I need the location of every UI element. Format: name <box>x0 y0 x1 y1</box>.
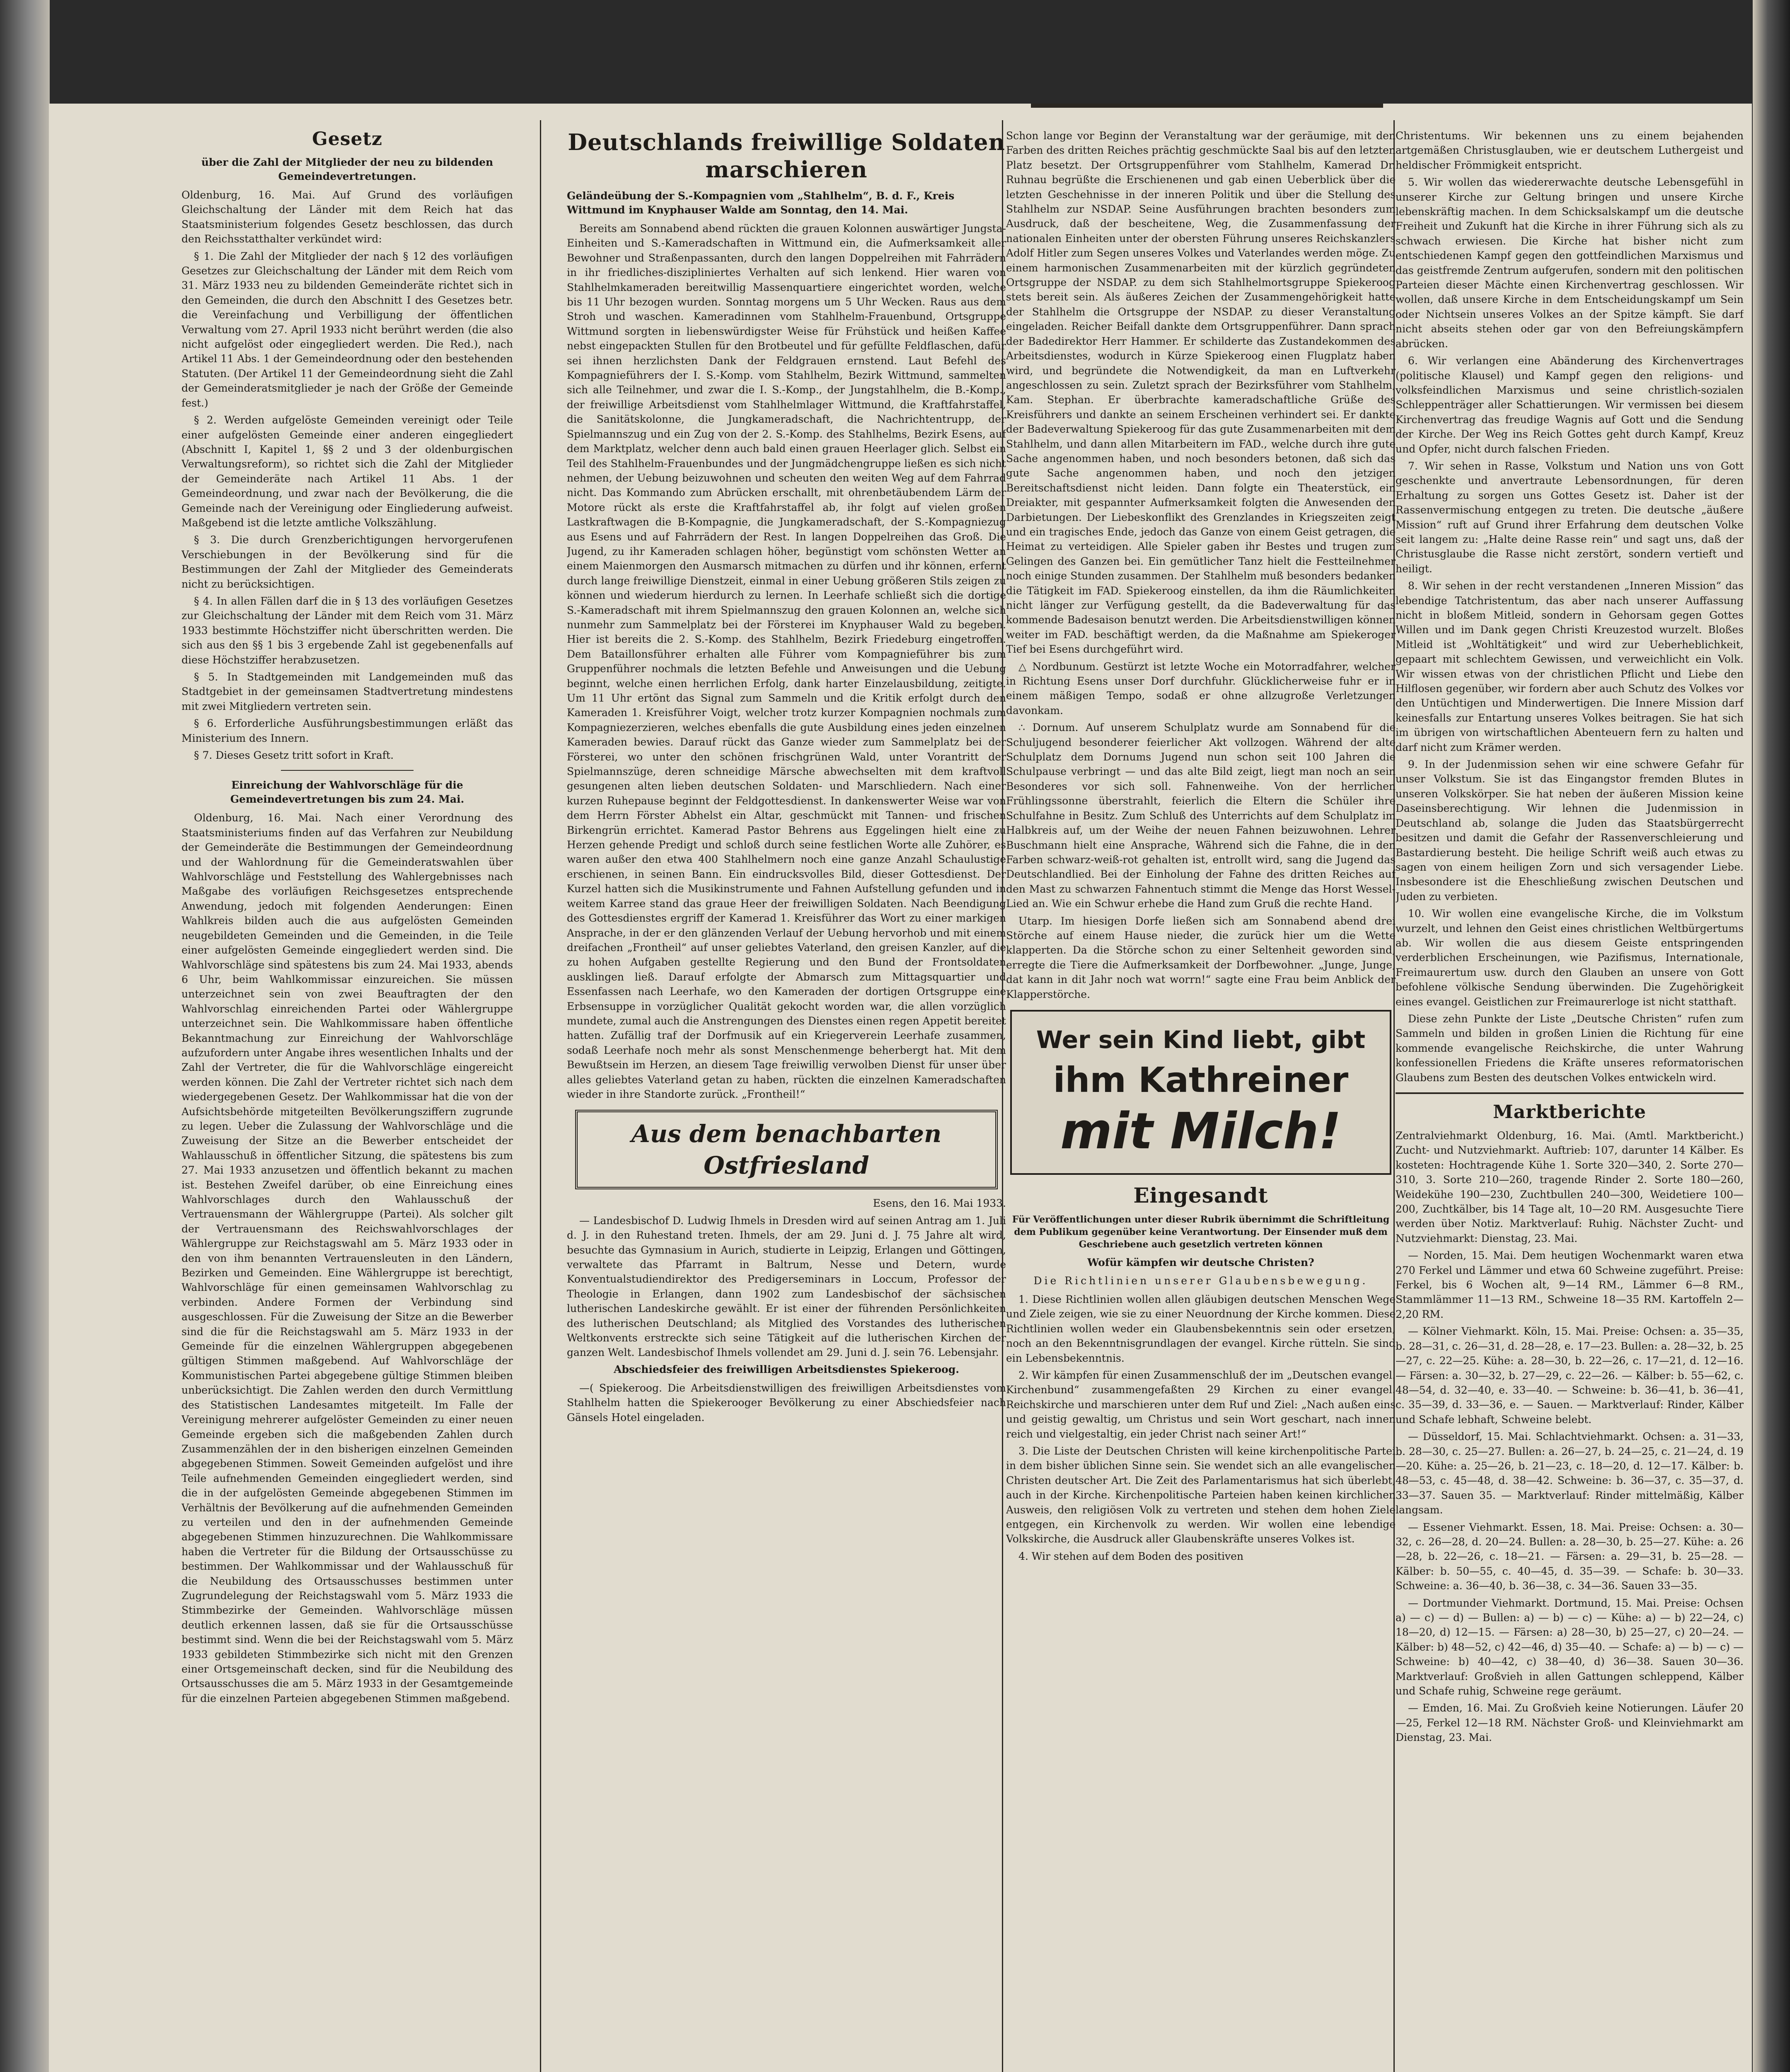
paragraph: — Norden, 15. Mai. Dem heutigen Wochenmarkt waren etwa 270 Ferkel und Lämmer und etwa 60 Schweine zugeführt. Preise: Ferkel, bis 6 Wochen alt, 9—14 RM., Lämmer 6—8 RM., Stammlämmer 11—13 RM., Schweine 18—35 RM. Kartoffeln 2—2,20 RM. <box>1396 1249 1744 1320</box>
paragraph: 8. Wir sehen in der recht verstandenen „Inneren Mission“ das lebendige Tatchristentum, das aber nach unserer Auffassung nicht in bloßem Mitleid, sondern in Gehorsam gegen Gottes Willen und im Dank gegen Christi Kreuzestod wurzelt. Bloßes Mitleid ist „Wohltätigkeit“ und wird zur Ueberheblichkeit, gepaart mit schlechtem Gewissen, und verweichlicht ein Volk. Wir wissen etwas von der christlichen Pflicht und Liebe den Hilflosen gegenüber, wir fordern aber auch Schutz des Volkes vor den Untüchtigen und Minderwertigen. Die Innere Mission darf keinesfalls zur Entartung unseres Volkes beitragen. Sie hat sich im übrigen von wirtschaftlichen Abenteuern fern zu halten und darf nicht zum Krämer werden. <box>1396 580 1744 753</box>
dateline: Esens, den 16. Mai 1933. <box>873 1197 1006 1210</box>
paragraph: § 4. In allen Fällen darf die in § 13 des vorläufigen Gesetzes zur Gleichschaltung der Länder mit dem Reich vom 31. März 1933 bestimmte Höchstziffer nicht überschritten werden. Die sich aus den §§ 1 bis 3 ergebende Zahl ist gegebenenfalls auf diese Höchstziffer herabzusetzen. <box>181 595 513 666</box>
paragraph: 2. Wir kämpfen für einen Zusammenschluß der im „Deutschen evangel. Kirchenbund“ zusammengefaßten 29 Kirchen zu einer evangel. Reichskirche und marschieren unter dem Ruf und Ziel: „Nach außen eins und geistig gewaltig, um Christus und sein Wort geschart, nach innen reich und vielgestaltig, ein jeder Christ nach seiner Art!“ <box>1006 1369 1396 1440</box>
paragraph: — Emden, 16. Mai. Zu Großvieh keine Notierungen. Läufer 20—25, Ferkel 12—18 RM. Nächster Groß- und Kleinviehmarkt am Dienstag, 23. Mai. <box>1396 1702 1744 1744</box>
article-title-gesetz: Gesetz <box>312 128 382 150</box>
paragraph: —( Spiekeroog. Die Arbeitsdienstwilligen des freiwilligen Arbeitsdienstes vom Stahlhelm hatten die Spiekerooger Bevölkerung zu einer Abschiedsfeier nach Gänsels Hotel eingeladen. <box>567 1382 1006 1423</box>
article-subtitle: Abschiedsfeier des freiwilligen Arbeitsdienstes Spiekeroog. <box>614 1363 959 1375</box>
column-4 <box>1396 128 1744 1748</box>
article-subtitle: Geländeübung der S.-Kompagnien vom „Stahlhelm“, B. d. F., Kreis Wittmund im Knyphauser Walde am Sonntag, den 14. Mai. <box>567 190 955 216</box>
paragraph: 3. Die Liste der Deutschen Christen will keine kirchenpolitische Partei in dem bisher üblichen Sinne sein. Sie wendet sich an alle evangelischen Christen deutscher Art. Die Zeit des Parlamentarismus hat sich überlebt, auch in der Kirche. Kirchenpolitische Parteien haben keinen kirchlichen Ausweis, den religiösen Volk zu vertreten und stehen dem hohen Ziele entgegen, ein Kirchenvolk zu werden. Wir wollen eine lebendige Volkskirche, die Ausdruck aller Glaubenskräfte unseres Volkes ist. <box>1006 1445 1396 1545</box>
column-1 <box>181 128 513 1708</box>
paragraph: 4. Wir stehen auf dem Boden des positiven <box>1018 1550 1244 1562</box>
paragraph: 6. Wir verlangen eine Abänderung des Kirchenvertrages (politische Klausel) und Kampf gegen den religions- und volksfeindlichen Marxismus und seine christlich-sozialen Schleppenträger aller Schattierungen. Wir vermissen bei diesem Kirchenvertrag das freudige Wagnis auf Gott und die Sendung der Kirche. Der Weg ins Reich Gottes geht durch Kampf, Kreuz und Opfer, nicht durch falschen Frieden. <box>1396 355 1744 455</box>
separator <box>281 770 414 771</box>
column-3 <box>1006 128 1396 1566</box>
paragraph: § 1. Die Zahl der Mitglieder der nach § 12 des vorläufigen Gesetzes zur Gleichschaltung der Länder mit dem Reich vom 31. März 1933 neu zu bildenden Gemeinderäte richtet sich in den Gemeinden, die durch den Abschnitt I des Gesetzes betr. die Vereinfachung und Verbilligung der öffentlichen Verwaltung vom 27. April 1933 nicht berührt werden (die also nicht aufgelöst oder eingegliedert werden. Die Red.), nach Artikel 11 Abs. 1 der Gemeindeordnung oder den bestehenden Statuten. (Der Artikel 11 der Gemeindeordnung sieht die Zahl der Gemeinderatsmitglieder je nach der Größe der Gemeinde fest.) <box>181 250 513 409</box>
paragraph: 9. In der Judenmission sehen wir eine schwere Gefahr für unser Volkstum. Sie ist das Eingangstor fremden Blutes in unseren Volkskörper. Sie hat neben der äußeren Mission keine Daseinsberechtigung. Wir lehnen die Judenmission in Deutschland ab, solange die Juden das Staatsbürgerrecht besitzen und damit die Gefahr der Rassenverschleierung und Bastardierung besteht. Die heilige Schrift weiß auch etwas zu sagen von einem heiligen Zorn und sich versagender Liebe. Insbesondere ist die Eheschließung zwischen Deutschen und Juden zu verbieten. <box>1396 758 1744 903</box>
separator <box>1396 1092 1744 1094</box>
paragraph: — Kölner Viehmarkt. Köln, 15. Mai. Preise: Ochsen: a. 35—35, b. 28—31, c. 26—31, d. 28—28, e. 17—23. Bullen: a. 28—32, b. 25—27, c. 22—25. Kühe: a. 28—30, b. 22—26, c. 17—21, d. 12—16. — Färsen: a. 30—32, b. 27—29, c. 22—26. — Kälber: b. 55—62, c. 48—54, d. 32—40, e. 33—40. — Schweine: b. 36—41, b. 36—41, c. 35—39, d. 33—36, e. — Sauen. — Marktverlauf: Rinder, Kälber und Schafe lebhaft, Schweine belebt. <box>1396 1325 1744 1426</box>
paragraph: Utarp. Im hiesigen Dorfe ließen sich am Sonnabend abend drei Störche auf einem Hause nieder, die zurück hier um die Wette klapperten. Da die Störche schon zu einer Seltenheit geworden sind, erregte die Tiere die Aufmerksamkeit der Dorfbewohner. „Junge, Junge, dat kann in dit Jahr noch wat worrn!“ sagte eine Frau beim Anblick der Klapperstörche. <box>1006 915 1396 1000</box>
paragraph: 7. Wir sehen in Rasse, Volkstum und Nation uns von Gott geschenkte und anvertraute Lebensordnungen, für deren Erhaltung zu sorgen uns Gottes Gesetz ist. Daher ist der Rassenvermischung entgegen zu treten. Die deutsche „äußere Mission“ ruft auf Grund ihrer Erfahrung dem deutschen Volke seit langem zu: „Halte deine Rasse rein“ und sagt uns, daß der Christusglaube die Rasse nicht zerstört, sondern vertieft und heiligt. <box>1396 460 1744 575</box>
paragraph: Diese zehn Punkte der Liste „Deutsche Christen“ rufen zum Sammeln und bilden in großen Linien die Richtung für eine kommende evangelische Reichskirche, die unter Wahrung konfessionellen Friedens die Kräfte unseres reformatorischen Glaubens zum Besten des deutschen Volkes entwickeln wird. <box>1396 1012 1744 1084</box>
paragraph: Zentralviehmarkt Oldenburg, 16. Mai. (Amtl. Marktbericht.) Zucht- und Nutzviehmarkt. Auftrieb: 107, darunter 14 Kälber. Es kosteten: Hochtragende Kühe 1. Sorte 320—340, 2. Sorte 270—310, 3. Sorte 210—260, tragende Rinder 2. Sorte 180—260, Weidekühe 190—230, Zuchtbullen 240—300, Weidetiere 100—200, Zuchtkälber, bis 14 Tage alt, 10—20 RM. Ausgesuchte Tiere werden über Notiz. Marktverlauf: Ruhig. Nächster Zucht- und Nutzviehmarkt: Dienstag, 23. Mai. <box>1396 1130 1744 1244</box>
paragraph: Oldenburg, 16. Mai. Nach einer Verordnung des Staatsministeriums finden auf das Verfahren zur Neubildung der Gemeinderäte die Bestimmungen der Gemeindeordnung und der Wahlordnung für die Gemeinderatswahlen über Wahlvorschläge und Feststellung des Wahlergebnisses nach Maßgabe des vorläufigen Reichsgesetzes entsprechende Anwendung, jedoch mit folgenden Aenderungen: Einen Wahlkreis bilden auch die aus aufgelösten Gemeinden neugebildeten Gemeinden und die Gemeinden, in die Teile einer aufgelösten Gemeinde eingegliedert werden sind. Die Wahlvorschläge sind spätestens bis zum 24. Mai 1933, abends 6 Uhr, beim Wahlkommissar einzureichen. Sie müssen unterzeichnet sein von zwei Beauftragten der den Wahlvorschlag einreichenden Partei oder Wählergruppe unterzeichnet sein. Die Wahlkommissare haben öffentliche Bekanntmachung zur Einreichung der Wahlvorschläge aufzufordern unter Angabe ihres wesentlichen Inhalts und der Zahl der Vertreter, die für die Wahlvorschläge eingereicht werden können. Die Zahl der Vertreter richtet sich nach dem wiedergegebenen Gesetz. Der Wahlkommissar hat die von der Aufsichtsbehörde mitgeteilten Bevölkerungsziffern zugrunde zu legen. Ueber die Zulassung der Wahlvorschläge und die Zuweisung der Sitze an die Bewerber entscheidet der Wahlausschuß in öffentlicher Sitzung, die spätestens bis zum 27. Mai 1933 anzusetzen und öffentlich bekannt zu machen ist. Bestehen Zweifel darüber, ob eine Einreichung eines Wahlvorschlages durch den Wahlausschuß der Vertrauensmann der Wählergruppe (Partei). Als solcher gilt der Vertrauensmann des Reichswahlvorschlages der Wählergruppe zur Reichstagswahl am 5. März 1933 oder in den von ihm benannten Vertrauensleuten in den Ländern, Bezirken und Gemeinden. Eine Wählergruppe ist berechtigt, Wahlvorschläge für einen gemeinsamen Wahlvorschlag zu verbinden. Andere Formen der Verbindung sind ausgeschlossen. Für die Zuweisung der Sitze an die Bewerber sind die für die Reichstagswahl am 5. März 1933 in der Gemeinde für die einzelnen Wählergruppen abgegebenen gültigen Stimmen maßgebend. Auf Wahlvorschläge der Kommunistischen Partei abgegebene gültige Stimmen bleiben unberücksichtigt. Die Zahlen werden den durch Vermittlung des Statistischen Landesamtes mitgeteilt. Im Falle der Vereinigung mehrerer aufgelöster Gemeinden zu einer neuen Gemeinde ergeben sich die maßgebenden Zahlen durch Zusammenzählen der in den bisherigen einzelnen Gemeinden abgegebenen Stimmen. Soweit Gemeinden aufgelöst und ihre Teile aufnehmenden Gemeinden eingegliedert werden, sind die in der aufgelösten Gemeinde abgegebenen Stimmen im Verhältnis der Bevölkerung auf die aufnehmenden Gemeinden zu verteilen und den in der aufnehmenden Gemeinde abgegebenen Stimmen hinzuzurechnen. Die Wahlkommissare haben die Vertreter für die Bildung der Ortsausschüsse zu bestimmen. Der Wahlkommissar und der Wahlausschuß für die Neubildung des Ortsausschusses bestimmen unter Zugrundelegung der Reichstagswahl vom 5. März 1933 die Stimmbezirke der Gemeinden. Wahlvorschläge müssen deutlich erkennen lassen, daß sie für die Ortsausschüsse bestimmt sind. Wenn die bei der Reichstagswahl vom 5. März 1933 gebildeten Stimmbezirke sich nicht mit den Grenzen einer Ortsgemeinschaft decken, sind für die Neubildung des Ortsausschusses die am 5. März 1933 in der Gesamtgemeinde für die einzelnen Parteien abgegebenen Stimmen maßgebend. <box>181 812 513 1704</box>
paragraph: Oldenburg, 16. Mai. Auf Grund des vorläufigen Gleichschaltung der Länder mit dem Reich hat das Staatsministerium folgendes Gesetz beschlossen, das durch den Reichsstatthalter verkündet wird: <box>181 189 513 245</box>
paragraph: § 5. In Stadtgemeinden mit Landgemeinden muß das Stadtgebiet in der gemeinsamen Stadtvertretung mindestens mit zwei Mitgliedern vertreten sein. <box>181 671 513 712</box>
paragraph: 10. Wir wollen eine evangelische Kirche, die im Volkstum wurzelt, und lehnen den Geist eines christlichen Weltbürgertums ab. Wir wollen die aus diesem Geiste entspringenden verderblichen Erscheinungen, wie Pazifismus, Internationale, Freimaurertum usw. durch den Glauben an unsere von Gott befohlene völkische Sendung überwinden. Die Zugehörigkeit eines evangel. Geistlichen zur Freimaurerloge ist nicht statthaft. <box>1396 908 1744 1008</box>
top-bar <box>1031 104 1383 108</box>
paragraph: Bereits am Sonnabend abend rückten die grauen Kolonnen auswärtiger Jungsta-Einheiten und S.-Kameradschaften in Wittmund ein, die Aufmerksamkeit aller Bewohner und Straßenpassanten, durch den langen Doppelreihen mit Fahrrädern in ihr friedliches-diszipliniertes Verhalten auf sich lenkend. Hier waren von Stahlhelmkameraden bereitwillig Massenquartiere eingerichtet worden, welche bis 11 Uhr bezogen wurden. Sonntag morgens um 5 Uhr Wecken. Raus aus dem Stroh und waschen. Kameradinnen vom Stahlhelm-Frauenbund, Ortsgruppe Wittmund sorgten in liebenswürdigster Weise für Frühstück und heißen Kaffee nebst eingepackten Stullen für den Brotbeutel und für gefüllte Feldflaschen, dafür sei ihnen herzlichsten Dank der Feldgrauen ernstend. Laut Befehl des Kompagnieführers der I. S.-Komp. vom Stahlhelm, Bezirk Wittmund, sammelten sich alle Teilnehmer, und zwar die I. S.-Komp., der Jungstahlhelm, die B.-Komp., der freiwillige Arbeitsdienst vom Stahlhelmlager Wittmund, die Kraftfahrstaffel, die Sanitätskolonne, die Jungkameradschaft, die Nachrichtentrupp, der Spielmannszug und ein Zug von der 2. S.-Komp. des Stahlhelms, Bezirk Esens, auf dem Marktplatz, welcher denn auch bald einen grauen Heerlager glich. Selbst ein Teil des Stahlhelm-Frauenbundes und der Jungmädchengruppe ließen es sich nicht nehmen, der Uebung beizuwohnen und scheuten den weiten Weg auf dem Fahrrad nicht. Das Kommando zum Abrücken erschallt, mit ohrenbetäubendem Lärm der Motore rückt als erste die Kraftfahrstaffel ab, ihr folgt auf vielen großen Lastkraftwagen die B-Kompagnie, die Jungkameradschaft, der S.-Kompagniezug aus Esens und auf Fahrrädern der Rest. In langen Doppelreihen das Groß. Die Jugend, zu ihr Kameraden schlagen höher, begünstigt vom schönsten Wetter an einem Maienmorgen den Ausmarsch mitmachen zu dürfen und ihr können, erfernt durch lange freiwillige Dienstzeit, einmal in einer Uebung größeren Stils zeigen zu können und wiederum hierdurch zu lernen. In Leerhafe schließt sich die dortige S.-Kameradschaft mit ihrem Spielmannszug den grauen Kolonnen an, welche sich nunmehr zum Sammelplatz bei der Försterei im Knyphauser Wald zu begeben. Hier ist bereits die 2. S.-Komp. des Stahlhelm, Bezirk Friedeburg eingetroffen. Dem Bataillonsführer erhalten alle Führer vom Kompagnieführer bis zum Gruppenführer nochmals die letzten Befehle und Anweisungen und die Uebung beginnt, welche einen herrlichen Erfolg, dank harter Einzelausbildung, zeitigte. Um 11 Uhr ertönt das Signal zum Sammeln und die Kritik erfolgt durch den Kameraden 1. Kreisführer Voigt, welcher trotz kurzer Kompagnien nochmals zum Kompagniezerzieren, welches ebenfalls die gute Ausbildung eines jeden einzelnen Kameraden bewies. Darauf rückt das Ganze wieder zum Sammelplatz bei der Försterei, wo unter den schönen frischgrünen Wald, unter Vorantritt der Spielmannszüge, deren schneidige Märsche abwechselten mit dem kraftvoll gesungenen alten lieben deutschen Soldaten- und Marschliedern. Nach einer kurzen Ruhepause beginnt der Feldgottesdienst. In dankenswerter Weise war von dem Herrn Förster Abhelst ein Altar, geschmückt mit Tannen- und frischen Birkengrün errichtet. Kamerad Pastor Behrens aus Eggelingen hielt eine zu Herzen gehende Predigt und schloß durch seine festlichen Worte alle Zuhörer, es waren außer den etwa 400 Stahlhelmern noch eine ganze Anzahl Schaulustige erschienen, in seinen Bann. Ein eindrucksvolles Bild, dieser Gottesdienst. Der Kurzel hatten sich die Musikinstrumente und Fahnen Aufstellung gefunden und in weitem Karree stand das graue Heer der freiwilligen Soldaten. Nach Beendigung des Gottesdienstes ergriff der Kamerad 1. Kreisführer das Wort zu einer markigen Ansprache, in der er den glänzenden Verlauf der Uebung hervorhob und mit einem dreifachen „Frontheil“ auf unser geliebtes Vaterland, den greisen Kanzler, auf die zu hohen Aufgaben gestellte Regierung und den Bund der Frontsoldaten ausklingen ließ. Darauf erfolgte der Abmarsch zum Mittagsquartier und Essenfassen nach Leerhafe, wo den Kameraden der dortigen Ortsgruppe eine Erbsensuppe in vorzüglicher Qualität gekocht worden war, die allen vorzüglich mundete, zumal auch die Anstrengungen des Dienstes einen regen Appetit bereitet hatten. Zufällig traf der Dorfmusik auf ein Kriegerverein Leerhafe zusammen, sodaß Leerhafe noch mehr als sonst Menschenmenge beherbergt hat. Mit dem Bewußtsein im Herzen, an diesem Tage freiwillig verwolben Dienst für unser über alles geliebtes Vaterland getan zu haben, rückten die einzelnen Kameradschaften wieder in ihre Standorte zurück. „Frontheil!“ <box>567 223 1006 1100</box>
right-binding-shadow <box>1753 0 1790 2072</box>
section-title-eingesandt: Eingesandt <box>1133 1183 1268 1208</box>
ad-line-2: ihm Kathreiner <box>1053 1059 1349 1100</box>
column-2 <box>567 128 1006 1427</box>
article-subtitle: Einreichung der Wahlvorschläge für die Gemeindevertretungen bis zum 24. Mai. <box>230 779 464 806</box>
paragraph: § 7. Dieses Gesetz tritt sofort in Kraft. <box>194 749 394 762</box>
left-binding-shadow <box>0 0 50 2072</box>
section-title-marktberichte: Marktberichte <box>1493 1101 1646 1123</box>
paragraph: Schon lange vor Beginn der Veranstaltung war der geräumige, mit den Farben des dritten Reiches prächtig geschmückte Saal bis auf den letzten Platz besetzt. Der Ortsgruppenführer vom Stahlhelm, Kamerad Dr. Ruhnau begrüßte die Erschienenen und gab einen Ueberblick über die letzten Geschehnisse in der inneren Politik und über die Stellung des Stahlhelm zur NSDAP. Seine Ausführungen brachten besonders zum Ausdruck, daß der bescheitene, Weg, die Zusammenfassung der nationalen Einheiten unter der obersten Führung unseres Reichskanzlers Adolf Hitler zum Segen unseres Volkes und Vaterlandes werden möge. Zu einem harmonischen Zusammenarbeiten mit der kürzlich gegründeten Ortsgruppe der NSDAP. zu dem sich Stahlhelmortsgruppe Spiekeroog stets bereit sein. Als äußeres Zeichen der Zusammengehörigkeit hatte der Stahlhelm die Ortsgruppe der NSDAP. zu dieser Veranstaltung eingeladen. Reicher Beifall dankte dem Ortsgruppenführer. Dann sprach der Badedirektor Herr Hammer. Er schilderte das Zustandekommen des Arbeitsdienstes, wodurch in Kürze Spiekeroog einen Flugplatz haben wird, und begründete die Notwendigkeit, da man en Luftverkehr angeschlossen zu sein. Zuletzt sprach der Bezirksführer vom Stahlhelm, Kam. Stephan. Er überbrachte kameradschaftliche Grüße des Kreisführers und dankte an seinem Erscheinen verhindert sei. Er dankte der Badeverwaltung Spiekeroog für das gute Zusammenarbeiten mit dem Stahlhelm, und dann allen Mitarbeitern im FAD., welche durch ihre gute Sache angenommen haben, und noch besonders betonen, daß sich das gute Sache angenommen haben, und noch den jetzigen Bereitschaftsdienst nicht leiden. Dann folgte ein Theaterstück, ein Dreiakter, mit gespannter Aufmerksamkeit folgten die Anwesenden den Darbietungen. Der Liebeskonflikt des Grenzlandes in Kriegszeiten zeigt und ein tragisches Ende, jedoch das Ganze von einem Geist getragen, die Heimat zu verteidigen. Alle Spieler gaben ihr Bestes und trugen zum Gelingen des Ganzen bei. Ein gemütlicher Tanz hielt die Festteilnehmer noch einige Stunden zusammen. Der Stahlhelm muß besonders bedanken die Tätigkeit im FAD. Spiekeroog einstellen, da ihm die Räumlichkeiten nicht länger zur Verfügung gestellt, da die Badeverwaltung für das kommende Badesaison benutzt werden. Die Arbeitsdienstwilligen können weiter im FAD. beschäftigt werden, da die Maßnahme am Spiekeroger Tief bei Esens durchgeführt wird. <box>1006 130 1396 656</box>
paragraph: △ Nordbunum. Gestürzt ist letzte Woche ein Motorradfahrer, welcher in Richtung Esens unser Dorf durchfuhr. Glücklicherweise fuhr er in einem mäßigen Tempo, sodaß er ohne allzugroße Verletzungen davonkam. <box>1006 660 1396 716</box>
paragraph: § 6. Erforderliche Ausführungsbestimmungen erläßt das Ministerium des Innern. <box>181 717 513 744</box>
paragraph: § 2. Werden aufgelöste Gemeinden vereinigt oder Teile einer aufgelösten Gemeinde einer anderen eingegliedert (Abschnitt I, Kapitel 1, §§ 2 und 3 der oldenburgischen Verwaltungsreform), so richtet sich die Zahl der Mitglieder der Gemeinderäte nach Artikel 11 Abs. 1 der Gemeindeordnung, und zwar nach der Bevölkerung, die die Gemeinde nach der Vereinigung oder Eingliederung aufweist. Maßgebend ist die letzte amtliche Volkszählung. <box>181 414 513 529</box>
paragraph: 1. Diese Richtlinien wollen allen gläubigen deutschen Menschen Wege und Ziele zeigen, wie sie zu einer Neuordnung der Kirche kommen. Diese Richtlinien wollen weder ein Glaubensbekenntnis sein oder ersetzen, noch an den Bekenntnisgrundlagen der evangel. Kirche rütteln. Sie sind ein Lebensbekenntnis. <box>1006 1293 1396 1364</box>
kathreiner-advertisement <box>1010 1010 1391 1175</box>
article-subtitle: über die Zahl der Mitglieder der neu zu bildenden Gemeindevertretungen. <box>201 156 493 182</box>
paragraph: — Düsseldorf, 15. Mai. Schlachtviehmarkt. Ochsen: a. 31—33, b. 28—30, c. 25—27. Bullen: a. 26—27, b. 24—25, c. 21—24, d. 19—20. Kühe: a. 25—26, b. 21—23, c. 18—20, d. 12—17. Kälber: b. 48—53, c. 45—48, d. 38—42. Schweine: b. 36—37, c. 35—37, d. 33—37. Sauen 35. — Marktverlauf: Rinder mittelmäßig, Kälber langsam. <box>1396 1431 1744 1516</box>
ad-line-1: Wer sein Kind liebt, gibt <box>1036 1025 1366 1054</box>
paragraph: Christentums. Wir bekennen uns zu einem bejahenden artgemäßen Christusglauben, wie er deutschem Luthergeist und heldischer Frömmigkeit entspricht. <box>1396 130 1744 171</box>
article-title-soldaten: Deutschlands freiwillige Soldaten marschieren <box>568 129 1005 183</box>
letterspaced-title: Die Richtlinien unserer Glaubensbewegung. <box>1033 1274 1368 1287</box>
paragraph: — Essener Viehmarkt. Essen, 18. Mai. Preise: Ochsen: a. 30—32, c. 26—28, d. 20—24. Bullen: a. 28—30, b. 25—27. Kühe: a. 26—28, b. 22—26, c. 18—21. — Färsen: a. 29—31, b. 25—28. — Kälber: b. 50—55, c. 40—45, d. 35—39. — Schafe: b. 30—33. Schweine: a. 36—40, b. 36—38, c. 34—36. Sauen 33—35. <box>1396 1521 1744 1592</box>
newspaper-page <box>49 104 1752 2072</box>
paragraph: 5. Wir wollen das wiedererwachte deutsche Lebensgefühl in unserer Kirche zur Geltung bringen und unsere Kirche lebenskräftig machen. In dem Schicksalskampf um die deutsche Freiheit und Zukunft hat die Kirche in ihrer Führung sich als zu schwach erwiesen. Die Kirche hat bisher nicht zum entschiedenen Kampf gegen den gottfeindlichen Marxismus und das geistfremde Zentrum aufgerufen, sondern mit den politischen Parteien dieser Mächte einen Kirchenvertrag geschlossen. Wir wollen, daß unsere Kirche in dem Entscheidungskampf um Sein oder Nichtsein unseres Volkes an der Spitze kämpft. Sie darf nicht abseits stehen oder gar von den Befreiungskämpfern abrücken. <box>1396 176 1744 350</box>
ad-line-3: mit Milch! <box>1060 1102 1342 1160</box>
disclaimer-note: Für Veröffentlichungen unter dieser Rubrik übernimmt die Schriftleitung dem Publikum gegenüber keine Verantwortung. Der Einsender muß dem Geschriebene auch gesetzlich vertreten können <box>1012 1214 1390 1250</box>
section-header-box <box>575 1110 998 1189</box>
column-rule <box>540 120 541 2072</box>
paragraph: — Landesbischof D. Ludwig Ihmels in Dresden wird auf seinen Antrag am 1. Juli d. J. in den Ruhestand treten. Ihmels, der am 29. Juni d. J. 75 Jahre alt wird, besuchte das Gymnasium in Aurich, studierte in Leipzig, Erlangen und Göttingen, verwaltete das Pfarramt in Baltrum, Nesse und Detern, wurde Konventualstudiendirektor des Predigerseminars in Loccum, Professor der Theologie in Erlangen, dann 1902 zum Landesbischof der sächsischen lutherischen Landeskirche gewählt. Er ist einer der führenden Persönlichkeiten des lutherischen Deutschland; als Mitglied des Vorstandes des lutherischen Weltkonvents erstreckte sich seine Tätigkeit auf die lutherischen Kirchen der ganzen Welt. Landesbischof Ihmels vollendet am 29. Juni d. J. sein 76. Lebensjahr. <box>567 1214 1006 1359</box>
paragraph: ∴ Dornum. Auf unserem Schulplatz wurde am Sonnabend für die Schuljugend besonderer feierlicher Akt vollzogen. Während der alte Schulplatz dem Dornums Jugend nun schon seit 100 Jahren die Schulpause verbringt — und das alte Bild zeigt, liegt man noch an sein Besonderes vor sich soll. Fahnenweihe. Von der herrlichen Frühlingssonne überstrahlt, feierlich die Eltern die Schüler ihre Schulfahne in Besitz. Zum Schluß des Unterrichts auf dem Schulplatz im Halbkreis auf, um der Weihe der neuen Fahnen beizuwohnen. Lehrer Buschmann hielt eine Ansprache, Während sich die Fahne, die in den Farben schwarz-weiß-rot gehalten ist, entrollt wird, sang die Jugend das Deutschlandlied. Bei der Einholung der Fahne des dritten Reiches auf den Mast zu schwarzen Fahnentuch stimmt die Menge das Horst Wessel-Lied an. Wie ein Schwur erhebe die Hand zum Gruß die rechte Hand. <box>1006 721 1396 910</box>
paragraph: § 3. Die durch Grenzberichtigungen hervorgerufenen Verschiebungen in der Bevölkerung sind für die Bestimmungen der Zahl der Mitglieder des Gemeinderats nicht zu berücksichtigen. <box>181 534 513 590</box>
paragraph: — Dortmunder Viehmarkt. Dortmund, 15. Mai. Preise: Ochsen a) — c) — d) — Bullen: a) — b) — c) — Kühe: a) — b) 22—24, c) 18—20, d) 12—15. — Färsen: a) 28—30, b) 25—27, c) 20—24. — Kälber: b) 48—52, c) 42—46, d) 35—40. — Schafe: a) — b) — c) — Schweine: b) 40—42, c) 38—40, d) 36—38. Sauen 30—36. Marktverlauf: Großvieh in allen Gattungen schleppend, Kälber und Schafe ruhig, Schweine rege geräumt. <box>1396 1597 1744 1697</box>
article-subtitle: Wofür kämpfen wir deutsche Christen? <box>1087 1256 1314 1268</box>
section-title: Aus dem benachbarten Ostfriesland <box>631 1120 942 1180</box>
